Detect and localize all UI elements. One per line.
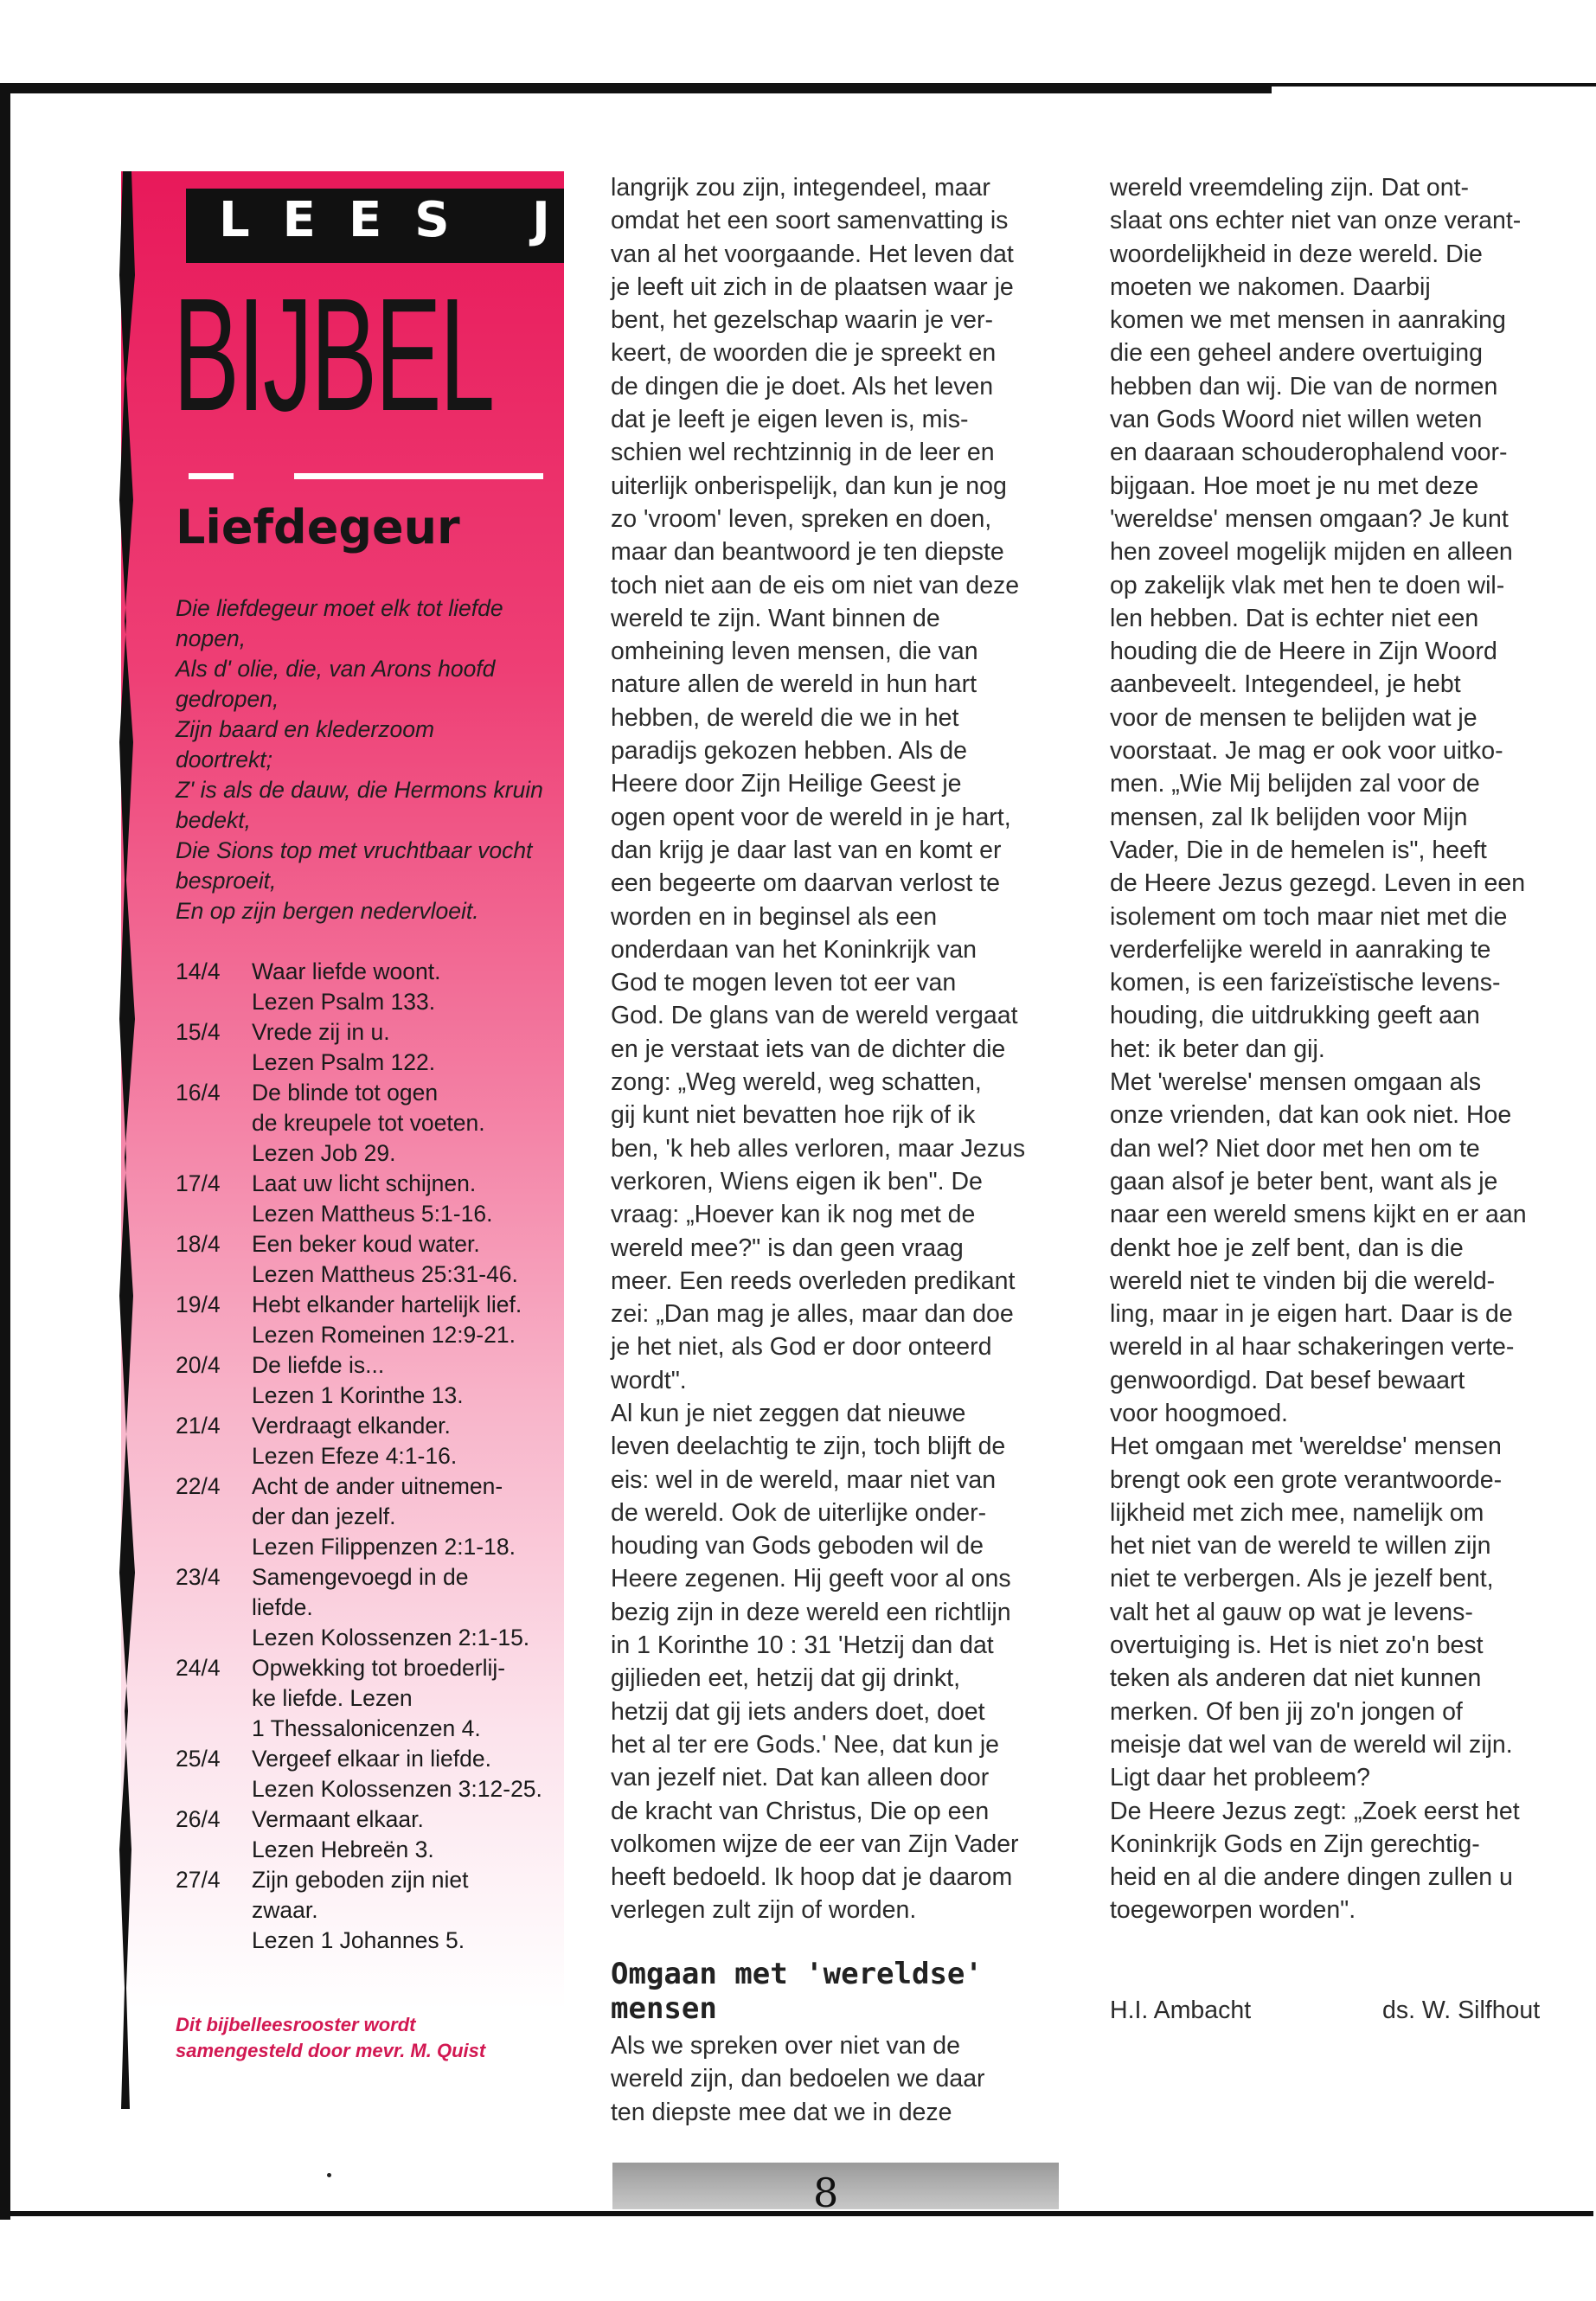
- schedule-line: Lezen Psalm 133.: [252, 989, 436, 1015]
- text-line: valt het al gauw op wat je levens-: [1110, 1598, 1473, 1626]
- text-line: De Heere Jezus zegt: „Zoek eerst het: [1110, 1797, 1520, 1825]
- schedule-line: Samengevoegd in de: [252, 1564, 469, 1590]
- text-line: van al het voorgaande. Het leven dat: [611, 240, 1014, 268]
- schedule-date: 16/4: [176, 1080, 221, 1106]
- schedule-line: ke liefde. Lezen: [252, 1685, 413, 1711]
- text-line: moeten we nakomen. Daarbij: [1110, 272, 1431, 301]
- top-rule-thin: [1272, 83, 1596, 87]
- schedule-line: Vrede zij in u.: [252, 1019, 390, 1045]
- schedule-date: 22/4: [176, 1473, 221, 1499]
- text-line: Koninkrijk Gods en Zijn gerechtig-: [1110, 1830, 1480, 1858]
- text-line: niet te verbergen. Als je jezelf bent,: [1110, 1565, 1494, 1593]
- text-line: wereld in al haar schakeringen verte-: [1110, 1333, 1515, 1362]
- schedule-entry: [176, 1562, 556, 1653]
- text-line: paradijs gekozen hebben. Als de: [611, 737, 967, 766]
- text-line: houding van Gods geboden wil de: [611, 1532, 984, 1561]
- article-column-2-continued: [611, 2029, 1061, 2129]
- text-line: genwoordigd. Dat besef bewaart: [1110, 1366, 1465, 1394]
- text-line: komen we met mensen in aanraking: [1110, 306, 1506, 335]
- schedule-date: 21/4: [176, 1413, 221, 1439]
- schedule-text: [252, 1169, 492, 1229]
- text-line: zong: „Weg wereld, weg schatten,: [611, 1068, 982, 1097]
- text-line: het: ik beter dan gij.: [1110, 1035, 1325, 1063]
- text-line: je het niet, als God er door onteerd: [611, 1333, 992, 1362]
- text-line: de wereld. Ook de uiterlijke onder-: [611, 1498, 987, 1527]
- text-line: ten diepste mee dat we in deze: [611, 2098, 952, 2126]
- poem-line: nopen,: [176, 625, 247, 651]
- schedule-entry: [176, 1017, 556, 1078]
- poem-line: Die Sions top met vruchtbaar vocht: [176, 837, 533, 863]
- poem: [176, 593, 556, 926]
- text-line: ling, maar in je eigen hart. Daar is de: [1110, 1300, 1513, 1329]
- poem-line: besproeit,: [176, 868, 277, 894]
- text-line: Heere zegenen. Hij geeft voor al ons: [611, 1565, 1011, 1593]
- schedule-date: 18/4: [176, 1231, 221, 1257]
- schedule-text: [252, 1290, 522, 1350]
- schedule-text: [252, 1229, 518, 1290]
- text-line: 'wereldse' mensen omgaan? Je kunt: [1110, 504, 1509, 533]
- schedule-line: der dan jezelf.: [252, 1503, 396, 1529]
- text-line: toegeworpen worden".: [1110, 1896, 1356, 1925]
- text-line: schien wel rechtzinnig in de leer en: [611, 439, 995, 467]
- text-line: Al kun je niet zeggen dat nieuwe: [611, 1399, 966, 1427]
- text-line: onze vrienden, dat kan ook niet. Hoe: [1110, 1101, 1512, 1130]
- text-line: gij kunt niet bevatten hoe rijk of ik: [611, 1101, 976, 1130]
- text-line: zo 'vroom' leven, spreken en doen,: [611, 504, 992, 533]
- schedule-entry: [176, 1804, 556, 1865]
- text-line: woordelijkheid in deze wereld. Die: [1110, 240, 1483, 268]
- torn-edge-ribbon: [119, 171, 138, 2109]
- schedule-text: [252, 1411, 457, 1471]
- poem-line: Als d' olie, die, van Arons hoofd: [176, 656, 496, 682]
- sub-heading-line: mensen: [611, 1991, 717, 2026]
- text-line: wereld te zijn. Want binnen de: [611, 604, 940, 632]
- text-line: uiterlijk onberispelijk, dan kun je nog: [611, 471, 1007, 500]
- schedule-line: Een beker koud water.: [252, 1231, 480, 1257]
- schedule-line: Opwekking tot broederlij-: [252, 1655, 506, 1681]
- text-line: bezig zijn in deze wereld een richtlijn: [611, 1598, 1011, 1626]
- schedule-line: 1 Thessalonicenzen 4.: [252, 1715, 481, 1741]
- credit-line: Dit bijbelleesrooster wordt: [176, 2014, 416, 2035]
- text-line: in 1 Korinthe 10 : 31 'Hetzij dan dat: [611, 1631, 994, 1660]
- text-line: Met 'werelse' mensen omgaan als: [1110, 1068, 1482, 1097]
- schedule-text: [252, 1078, 485, 1169]
- schedule-line: Lezen Kolossenzen 2:1-15.: [252, 1625, 530, 1650]
- left-page-edge: [0, 83, 10, 2220]
- schedule-date: 19/4: [176, 1292, 221, 1317]
- schedule-line: Lezen Mattheus 25:31-46.: [252, 1261, 518, 1287]
- text-line: van jezelf niet. Dat kan alleen door: [611, 1764, 990, 1792]
- schedule-text: [252, 1653, 505, 1744]
- poem-line: bedekt,: [176, 807, 251, 833]
- text-line: verkoren, Wiens eigen ik ben". De: [611, 1167, 983, 1195]
- schedule-line: Lezen Mattheus 5:1-16.: [252, 1201, 493, 1227]
- text-line: men. „Wie Mij belijden zal voor de: [1110, 770, 1480, 798]
- text-line: verderfelijke wereld in aanraking te: [1110, 935, 1491, 964]
- schedule-text: [252, 1865, 468, 1956]
- text-line: de kracht van Christus, Die op een: [611, 1797, 990, 1825]
- text-line: en daaraan schouderophalend voor-: [1110, 439, 1508, 467]
- text-line: Het omgaan met 'wereldse' mensen: [1110, 1433, 1502, 1461]
- schedule-line: Zijn geboden zijn niet: [252, 1867, 469, 1893]
- text-line: worden en in beginsel als een: [611, 902, 938, 931]
- text-line: verlegen zult zijn of worden.: [611, 1896, 917, 1925]
- schedule-line: Lezen Efeze 4:1-16.: [252, 1443, 458, 1469]
- credit-line: samengesteld door mevr. M. Quist: [176, 2040, 486, 2061]
- schedule-text: [252, 1804, 434, 1865]
- text-line: meer. Een reeds overleden predikant: [611, 1266, 1016, 1295]
- poem-line: doortrekt;: [176, 747, 272, 772]
- schedule-text: [252, 957, 440, 1017]
- schedule-date: 27/4: [176, 1867, 221, 1893]
- schedule-line: Waar liefde woont.: [252, 958, 441, 984]
- text-line: eis: wel in de wereld, maar niet van: [611, 1465, 997, 1494]
- text-line: ogen opent voor de wereld in je hart,: [611, 803, 1011, 831]
- schedule-entry: [176, 1290, 556, 1350]
- schedule-entry: [176, 1865, 556, 1956]
- schedule-date: 24/4: [176, 1655, 221, 1681]
- text-line: aanbeveelt. Integendeel, je hebt: [1110, 670, 1461, 699]
- schedule-line: Acht de ander uitnemen-: [252, 1473, 503, 1499]
- schedule-entry: [176, 1229, 556, 1290]
- text-line: langrijk zou zijn, integendeel, maar: [611, 174, 990, 202]
- text-line: ben, 'k heb alles verloren, maar Jezus: [611, 1134, 1026, 1163]
- section-title: Liefdegeur: [176, 500, 460, 554]
- text-line: Ligt daar het probleem?: [1110, 1764, 1371, 1792]
- article-column-3: [1110, 171, 1560, 1927]
- text-line: onderdaan van het Koninkrijk van: [611, 935, 977, 964]
- text-line: een begeerte om daarvan verlost te: [611, 869, 1000, 898]
- schedule-date: 23/4: [176, 1564, 221, 1590]
- schedule-date: 15/4: [176, 1019, 221, 1045]
- schedule-line: de kreupele tot voeten.: [252, 1110, 485, 1136]
- text-line: houding, die uitdrukking geeft aan: [1110, 1002, 1480, 1030]
- schedule-text: [252, 1744, 542, 1804]
- text-line: wereld zijn, dan bedoelen we daar: [611, 2065, 985, 2093]
- schedule-line: Vermaant elkaar.: [252, 1806, 424, 1832]
- text-line: wereld mee?" is dan geen vraag: [611, 1234, 964, 1262]
- schedule-entry: [176, 1078, 556, 1169]
- text-line: het al ter ere Gods.' Nee, dat kun je: [611, 1730, 1000, 1759]
- schedule-line: Laat uw licht schijnen.: [252, 1170, 477, 1196]
- text-line: zei: „Dan mag je alles, maar dan doe: [611, 1300, 1014, 1329]
- text-line: Als we spreken over niet van de: [611, 2032, 960, 2060]
- text-line: dan krijg je daar last van en komt er: [611, 836, 1002, 864]
- text-line: voor de mensen te belijden wat je: [1110, 703, 1477, 732]
- schedule-entry: [176, 1653, 556, 1744]
- schedule-text: [252, 1471, 516, 1562]
- schedule-line: Lezen Hebreën 3.: [252, 1836, 434, 1862]
- schedule-entry: [176, 957, 556, 1017]
- schedule-date: 25/4: [176, 1746, 221, 1772]
- text-line: bent, het gezelschap waarin je ver-: [611, 306, 994, 335]
- reading-schedule: [176, 957, 556, 1956]
- schedule-entry: [176, 1471, 556, 1562]
- sub-heading-line: Omgaan met 'wereldse': [611, 1957, 983, 1991]
- text-line: God te mogen leven tot eer van: [611, 969, 957, 997]
- text-line: die een geheel andere overtuiging: [1110, 339, 1484, 368]
- schedule-line: De liefde is...: [252, 1352, 385, 1378]
- text-line: denkt hoe je zelf bent, dan is die: [1110, 1234, 1464, 1262]
- text-line: hetzij dat gij iets anders doet, doet: [611, 1697, 985, 1726]
- text-line: voor hoogmoed.: [1110, 1399, 1288, 1427]
- schedule-line: Hebt elkander hartelijk lief.: [252, 1292, 522, 1317]
- print-dot: [327, 2173, 331, 2177]
- text-line: lijkheid met zich mee, namelijk om: [1110, 1498, 1484, 1527]
- page-number: 8: [813, 2170, 839, 2216]
- schedule-date: 20/4: [176, 1352, 221, 1378]
- poem-line: Zijn baard en klederzoom: [176, 716, 435, 742]
- text-line: teken als anderen dat niet kunnen: [1110, 1664, 1482, 1693]
- schedule-line: Vergeef elkaar in liefde.: [252, 1746, 491, 1772]
- banner-text: LEES JE: [219, 192, 650, 248]
- text-line: wereld vreemdeling zijn. Dat ont-: [1110, 174, 1470, 202]
- text-line: en je verstaat iets van de dichter die: [611, 1035, 1006, 1063]
- text-line: dat je leeft je eigen leven is, mis-: [611, 406, 969, 434]
- text-line: volkomen wijze de eer van Zijn Vader: [611, 1830, 1019, 1858]
- title-rule-right: [294, 473, 543, 479]
- text-line: houding die de Heere in Zijn Woord: [1110, 638, 1497, 666]
- text-line: mensen, zal Ik belijden voor Mijn: [1110, 803, 1468, 831]
- text-line: isolement om toch maar niet met die: [1110, 902, 1508, 931]
- text-line: wereld niet te vinden bij die wereld-: [1110, 1266, 1496, 1295]
- text-line: bijgaan. Hoe moet je nu met deze: [1110, 471, 1479, 500]
- text-line: wordt".: [611, 1366, 687, 1394]
- schedule-line: liefde.: [252, 1594, 313, 1620]
- text-line: voorstaat. Je mag er ook voor uitko-: [1110, 737, 1503, 766]
- schedule-date: 17/4: [176, 1170, 221, 1196]
- text-line: gijlieden eet, hetzij dat gij drinkt,: [611, 1664, 960, 1693]
- text-line: je leeft uit zich in de plaatsen waar je: [611, 272, 1014, 301]
- bottom-rule: [10, 2211, 1593, 2216]
- sub-heading: [611, 1957, 983, 2026]
- schedule-line: De blinde tot ogen: [252, 1080, 439, 1106]
- text-line: Heere door Zijn Heilige Geest je: [611, 770, 962, 798]
- text-line: komen, is een farizeïstische levens-: [1110, 969, 1501, 997]
- poem-line: En op zijn bergen nedervloeit.: [176, 898, 479, 924]
- schedule-line: Lezen Kolossenzen 3:12-25.: [252, 1776, 542, 1802]
- schedule-entry: [176, 1169, 556, 1229]
- text-line: op zakelijk vlak met hen te doen wil-: [1110, 571, 1505, 599]
- schedule-entry: [176, 1744, 556, 1804]
- signature-author: ds. W. Silfhout: [1382, 1997, 1541, 2024]
- text-line: toch niet aan de eis om niet van deze: [611, 571, 1020, 599]
- text-line: gaan alsof je beter bent, want als je: [1110, 1167, 1498, 1195]
- schedule-line: Lezen 1 Johannes 5.: [252, 1927, 465, 1953]
- poem-line: Die liefdegeur moet elk tot liefde: [176, 595, 503, 621]
- text-line: overtuiging is. Het is niet zo'n best: [1110, 1631, 1484, 1660]
- schedule-line: Verdraagt elkander.: [252, 1413, 451, 1439]
- text-line: vraag: „Hoever kan ik nog met de: [611, 1201, 976, 1229]
- text-line: nature allen de wereld in hun hart: [611, 670, 977, 699]
- text-line: Vader, Die in de hemelen is", heeft: [1110, 836, 1487, 864]
- schedule-line: zwaar.: [252, 1897, 318, 1923]
- schedule-line: Lezen Filippenzen 2:1-18.: [252, 1534, 516, 1560]
- signature-place: H.I. Ambacht: [1110, 1997, 1252, 2024]
- schedule-line: Lezen Psalm 122.: [252, 1049, 436, 1075]
- schedule-text: [252, 1017, 435, 1078]
- text-line: meisje dat wel van de wereld wil zijn.: [1110, 1730, 1513, 1759]
- text-line: dan wel? Niet door met hen om te: [1110, 1134, 1480, 1163]
- text-line: omheining leven mensen, die van: [611, 638, 978, 666]
- schedule-date: 14/4: [176, 958, 221, 984]
- text-line: slaat ons echter niet van onze verant-: [1110, 207, 1522, 235]
- text-line: hebben dan wij. Die van de normen: [1110, 372, 1498, 401]
- text-line: merken. Of ben jij zo'n jongen of: [1110, 1697, 1463, 1726]
- text-line: heeft bedoeld. Ik hoop dat je daarom: [611, 1863, 1013, 1892]
- text-line: maar dan beantwoord je ten diepste: [611, 538, 1004, 567]
- text-line: len hebben. Dat is echter niet een: [1110, 604, 1479, 632]
- schedule-date: 26/4: [176, 1806, 221, 1832]
- text-line: omdat het een soort samenvatting is: [611, 207, 1009, 235]
- schedule-credit: [176, 2012, 485, 2064]
- text-line: leven deelachtig te zijn, toch blijft de: [611, 1433, 1006, 1461]
- text-line: God. De glans van de wereld vergaat: [611, 1002, 1018, 1030]
- text-line: heid en al die andere dingen zullen u: [1110, 1863, 1513, 1892]
- text-line: hen zoveel mogelijk mijden en alleen: [1110, 538, 1513, 567]
- text-line: het niet van de wereld te willen zijn: [1110, 1532, 1491, 1561]
- bijbel-title: BIJBEL: [173, 266, 493, 445]
- schedule-line: Lezen Job 29.: [252, 1140, 396, 1166]
- schedule-line: Lezen 1 Korinthe 13.: [252, 1382, 464, 1408]
- text-line: de Heere Jezus gezegd. Leven in een: [1110, 869, 1526, 898]
- title-rule-left: [189, 473, 234, 479]
- poem-line: Z' is als de dauw, die Hermons kruin: [176, 777, 543, 803]
- text-line: naar een wereld smens kijkt en er aan: [1110, 1201, 1527, 1229]
- schedule-text: [252, 1350, 464, 1411]
- article-column-2: [611, 171, 1061, 1927]
- text-line: de dingen die je doet. Als het leven: [611, 372, 994, 401]
- schedule-line: Lezen Romeinen 12:9-21.: [252, 1322, 516, 1348]
- poem-line: gedropen,: [176, 686, 279, 712]
- text-line: keert, de woorden die je spreekt en: [611, 339, 997, 368]
- text-line: hebben, de wereld die we in het: [611, 703, 959, 732]
- schedule-entry: [176, 1350, 556, 1411]
- text-line: brengt ook een grote verantwoorde-: [1110, 1465, 1503, 1494]
- schedule-text: [252, 1562, 529, 1653]
- text-line: van Gods Woord niet willen weten: [1110, 406, 1483, 434]
- top-rule: [0, 83, 1272, 93]
- lees-je-banner: [186, 189, 650, 263]
- schedule-entry: [176, 1411, 556, 1471]
